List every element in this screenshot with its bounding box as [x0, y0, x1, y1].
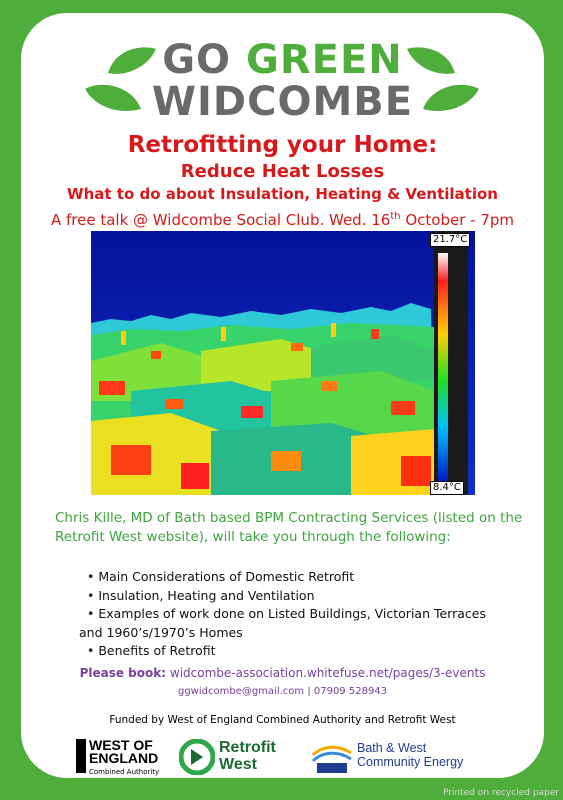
booking-url[interactable]: widcombe-association.whitefuse.net/pages/3-events — [169, 666, 486, 680]
weoe-line-2: ENGLAND — [89, 750, 159, 766]
rw-line-1: Retrofit — [219, 739, 276, 756]
recycled-paper-note: Printed on recycled paper — [443, 788, 559, 798]
list-item: • Insulation, Heating and Ventilation — [87, 587, 315, 603]
headline-title: Retrofitting your Home: — [127, 132, 438, 158]
bwce-name — [357, 741, 463, 769]
speaker-intro: Chris Kille, MD of Bath based BPM Contracting Services (listed on the Retrofit West website), will take you through the following: — [55, 510, 523, 545]
logo-line-1 — [21, 37, 544, 83]
event-date-suffix: th — [390, 211, 401, 222]
west-of-england-logo — [76, 739, 172, 778]
booking-line — [21, 665, 544, 681]
scale-max-label: 21.7°C — [430, 233, 470, 247]
logo-green-text: GREEN — [246, 37, 403, 83]
poster-card — [21, 13, 544, 778]
rw-line-2: West — [219, 756, 257, 773]
weoe-subtitle: Combined Authority — [89, 768, 160, 776]
logo-widcombe-text: WIDCOMBE — [151, 79, 414, 125]
talk-topics-list — [79, 568, 537, 661]
event-date-pre: A free talk @ Widcombe Social Club. Wed. 16 — [50, 211, 391, 229]
list-item: • Main Considerations of Domestic Retrofit — [87, 569, 355, 584]
bath-west-community-energy-logo — [311, 741, 511, 778]
temperature-scale-bar — [438, 253, 448, 485]
list-item-continuation: and 1960’s/1970’s Homes — [79, 624, 243, 640]
retrofit-west-logo — [179, 737, 299, 778]
sponsor-logos — [21, 737, 544, 778]
event-date-post: October - 7pm — [400, 211, 515, 229]
logo-go-text: GO — [162, 37, 232, 83]
event-details — [21, 207, 544, 230]
list-item: • Examples of work done on Listed Buildings, Victorian Terraces — [87, 606, 486, 621]
temperature-scale — [434, 231, 468, 495]
scale-min-label: 8.4°C — [430, 481, 464, 495]
retrofit-west-name — [219, 739, 276, 773]
headline-subtitle: Reduce Heat Losses — [180, 161, 385, 182]
headline-topic: What to do about Insulation, Heating & Ventilation — [67, 185, 498, 203]
thermal-image — [91, 231, 475, 495]
booking-label: Please book: — [79, 666, 167, 680]
bwce-line-2: Community Energy — [357, 755, 464, 769]
retrofit-west-mark-icon — [179, 739, 215, 775]
funding-statement: Funded by West of England Combined Authority and Retrofit West — [109, 714, 456, 726]
weoe-bar-icon — [76, 739, 86, 773]
go-green-widcombe-logo — [21, 33, 544, 129]
weoe-name — [89, 739, 158, 765]
weoe-line-1: WEST OF — [89, 737, 153, 753]
bwce-mark-icon — [311, 741, 353, 775]
bwce-line-1: Bath & West — [357, 741, 427, 755]
list-item: • Benefits of Retrofit — [87, 643, 216, 658]
contact-details: ggwidcombe@gmail.com | 07909 528943 — [177, 686, 388, 697]
thermal-rooftops-graphic — [91, 231, 475, 495]
